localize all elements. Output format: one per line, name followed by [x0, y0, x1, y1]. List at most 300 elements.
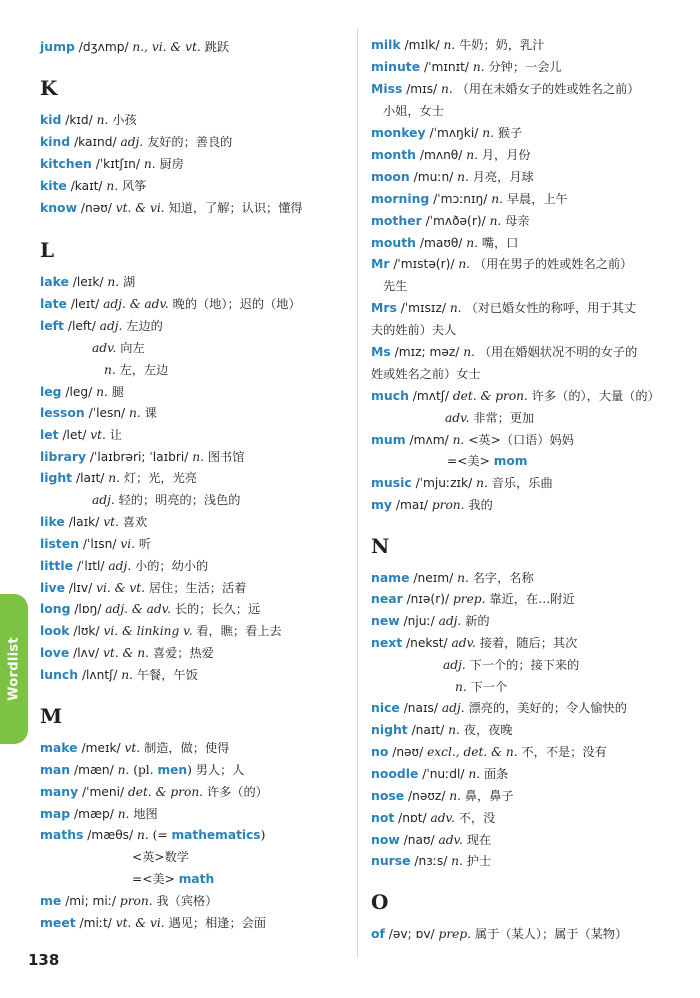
entry-part-of-speech: vt. [103, 515, 119, 529]
entry-headword: look [40, 623, 70, 638]
entry-headword: kid [40, 112, 62, 127]
entry-pronunciation: /ˈnuːdl/ [422, 767, 465, 781]
dictionary-entry [371, 168, 534, 186]
cross-reference-word: mom [493, 454, 528, 468]
entry-definition: 知道，了解；认识；懂得 [168, 201, 303, 215]
dictionary-entry [40, 600, 260, 618]
entry-headword: of [371, 926, 385, 941]
entry-part-of-speech: n. [143, 157, 156, 171]
dictionary-entry [371, 58, 562, 76]
entry-part-of-speech: n. [104, 363, 116, 377]
entry-pronunciation: /lɒŋ/ [74, 602, 102, 616]
section-letter: O [371, 890, 389, 914]
entry-part-of-speech: n. [117, 807, 130, 821]
entry-pronunciation: /laɪk/ [68, 515, 100, 529]
entry-definition: 腿 [111, 385, 124, 399]
entry-pronunciation: /lʊk/ [73, 624, 100, 638]
entry-pronunciation: /leɪt/ [70, 297, 100, 311]
dictionary-entry [40, 666, 198, 684]
dictionary-entry [40, 892, 217, 910]
dictionary-entry [40, 739, 229, 757]
entry-pronunciation: /miːt/ [79, 916, 112, 930]
entry-part-of-speech: adv. [430, 811, 455, 825]
dictionary-entry [371, 234, 518, 252]
entry-definition: 听 [138, 537, 152, 551]
entry-pronunciation: /kɪd/ [65, 113, 93, 127]
entry-definition: 面条 [483, 767, 509, 781]
entry-part-of-speech: adj. [92, 493, 115, 507]
entry-pronunciation: /kaɪt/ [70, 179, 103, 193]
entry-part-of-speech: n. [468, 767, 481, 781]
dictionary-entry [40, 404, 157, 422]
entry-headword: Miss [371, 81, 403, 96]
entry-definition: 左边的 [126, 319, 163, 333]
entry-headword: man [40, 762, 71, 777]
cross-reference-word: math [178, 872, 215, 886]
entry-pronunciation: /ˈmʌðə(r)/ [425, 214, 486, 228]
section-letter: K [40, 76, 58, 100]
entry-definition: 小孩 [112, 113, 137, 127]
entry-definition: 左，左边 [119, 363, 169, 377]
entry-pronunciation: /maʊθ/ [419, 236, 463, 250]
entry-definition: 风筝 [122, 179, 147, 193]
entry-definition: 新的 [465, 614, 490, 628]
dictionary-entry [371, 212, 530, 230]
entry-definition: 喜欢 [122, 515, 148, 529]
entry-pronunciation: /naɪt/ [411, 723, 445, 737]
entry-headword: little [40, 558, 73, 573]
section-letter: L [40, 238, 55, 262]
entry-part-of-speech: n. [451, 854, 463, 868]
entry-headword: minute [371, 59, 421, 74]
entry-part-of-speech: pron. [431, 498, 465, 512]
entry-part-of-speech: n. [452, 433, 465, 447]
side-tab-label: Wordlist [6, 637, 22, 701]
entry-definition: 许多（的），大量（的） [531, 389, 660, 403]
entry-definition: 许多（的） [206, 785, 268, 799]
entry-part-of-speech: n. [457, 170, 469, 184]
dictionary-entry [40, 644, 214, 662]
entry-sense [132, 848, 189, 866]
entry-pronunciation: /ˈmɪnɪt/ [424, 60, 470, 74]
entry-headword: jump [40, 39, 75, 54]
entry-definition: （用在婚姻状况不明的女子的 [478, 345, 638, 359]
column-divider [357, 28, 358, 958]
dictionary-entry [40, 513, 147, 531]
entry-part-of-speech: n. [449, 789, 461, 803]
entry-headword: light [40, 470, 73, 485]
entry-pronunciation: /leg/ [65, 385, 93, 399]
entry-part-of-speech: n. [121, 668, 133, 682]
entry-headword: my [371, 497, 392, 512]
entry-definition: 嘴，口 [481, 236, 519, 250]
entry-definition: 友好的；善良的 [147, 135, 233, 149]
entry-definition: =<美> math [132, 872, 215, 886]
dictionary-entry [371, 124, 522, 142]
entry-definition: 靠近，在…附近 [489, 592, 575, 606]
dictionary-entry [40, 38, 229, 56]
entry-part-of-speech: pron. [119, 894, 153, 908]
entry-part-of-speech: n. [466, 236, 479, 250]
entry-definition: 轻的；明亮的；浅色的 [118, 493, 241, 507]
dictionary-entry [371, 474, 553, 492]
entry-definition: （对已婚女性的称呼，用于其丈 [465, 301, 637, 315]
entry-definition: 下一个 [470, 680, 508, 694]
entry-pronunciation: /ˈlɪtl/ [76, 559, 105, 573]
entry-headword: leg [40, 384, 62, 399]
entry-definition: 早晨，上午 [506, 192, 568, 206]
dictionary-entry [40, 761, 244, 779]
entry-headword: night [371, 722, 408, 737]
dictionary-entry [371, 343, 637, 361]
entry-pronunciation: /ˈlesn/ [88, 406, 126, 420]
cross-reference-word: men [157, 763, 188, 777]
entry-headword: noodle [371, 766, 419, 781]
dictionary-entry [371, 721, 513, 739]
entry-part-of-speech: det. & pron. [452, 389, 528, 403]
entry-definition: 厨房 [159, 157, 184, 171]
dictionary-entry [371, 190, 568, 208]
entry-definition: 喜爱；热爱 [152, 646, 214, 660]
entry-sense [132, 870, 214, 888]
entry-definition: 现在 [466, 833, 492, 847]
entry-part-of-speech: adj. [441, 701, 465, 715]
entry-part-of-speech: vt. & n. [103, 646, 150, 660]
entry-definition: 晚的（地）；迟的（地） [172, 297, 301, 311]
entry-headword: long [40, 601, 71, 616]
dictionary-entry [371, 699, 627, 717]
entry-part-of-speech: vt. [124, 741, 141, 755]
entry-definition: 湖 [122, 275, 136, 289]
entry-headword: me [40, 893, 62, 908]
entry-pronunciation: /mʌtʃ/ [412, 389, 449, 403]
entry-part-of-speech: n. [96, 113, 109, 127]
entry-headword: Ms [371, 344, 391, 359]
entry-pronunciation: /nɪə(r)/ [406, 592, 450, 606]
entry-headword: mouth [371, 235, 416, 250]
entry-definition: 小姐，女士 [383, 104, 444, 118]
dictionary-entry [40, 273, 135, 291]
entry-definition: 我的 [468, 498, 493, 512]
entry-headword: maths [40, 827, 84, 842]
entry-part-of-speech: n. [107, 275, 120, 289]
entry-headword: know [40, 200, 78, 215]
entry-part-of-speech: n. [466, 148, 478, 162]
dictionary-entry [371, 255, 632, 273]
dictionary-entry [371, 590, 575, 608]
entry-definition: 鼻，鼻子 [464, 789, 514, 803]
entry-part-of-speech: n. [491, 192, 503, 206]
entry-pronunciation: /mʌm/ [409, 433, 449, 447]
dictionary-entry [40, 805, 158, 823]
entry-pronunciation: /ˈmɪstə(r)/ [393, 257, 455, 271]
dictionary-entry [40, 579, 246, 597]
section-letter: M [40, 704, 63, 728]
entry-sense [447, 452, 527, 470]
entry-pronunciation: /neɪm/ [413, 571, 454, 585]
entry-definition: 夜，夜晚 [463, 723, 513, 737]
dictionary-entry [40, 111, 137, 129]
entry-part-of-speech: adv. [438, 833, 463, 847]
entry-definition: 小的；幼小的 [135, 559, 209, 573]
entry-definition: 牛奶；奶，乳汁 [459, 38, 545, 52]
dictionary-entry [371, 569, 534, 587]
entry-part-of-speech: n. [449, 301, 462, 315]
entry-pronunciation: /ˈkɪtʃɪn/ [95, 157, 140, 171]
entry-definition: 让 [109, 428, 122, 442]
entry-definition: <英>数学 [132, 850, 189, 864]
entry-part-of-speech: n. [472, 60, 485, 74]
entry-pronunciation: /kaɪnd/ [74, 135, 117, 149]
entry-definition: 午餐，午饭 [136, 668, 198, 682]
entry-headword: library [40, 449, 87, 464]
entry-part-of-speech: n. [137, 828, 149, 842]
entry-part-of-speech: n. [458, 257, 471, 271]
entry-definition: 灯；光，光亮 [123, 471, 197, 485]
entry-pronunciation: /ˈmʌŋki/ [429, 126, 479, 140]
entry-pronunciation: /ˈmeni/ [82, 785, 125, 799]
entry-definition: 名字，名称 [472, 571, 534, 585]
entry-pronunciation: /naʊ/ [403, 833, 435, 847]
entry-definition: 跳跃 [204, 40, 230, 54]
entry-part-of-speech: vi. & linking v. [103, 624, 193, 638]
entry-pronunciation: /mɪlk/ [404, 38, 440, 52]
entry-headword: listen [40, 536, 80, 551]
entry-pronunciation: /mæθs/ [87, 828, 134, 842]
entry-headword: month [371, 147, 416, 162]
entry-headword: Mr [371, 256, 390, 271]
entry-definition: 母亲 [505, 214, 530, 228]
entry-pronunciation: /mɪz; məz/ [394, 345, 460, 359]
entry-headword: monkey [371, 125, 426, 140]
entry-pronunciation: /meɪk/ [81, 741, 121, 755]
entry-headword: name [371, 570, 410, 585]
dictionary-entry [371, 634, 577, 652]
entry-pronunciation: /naɪs/ [403, 701, 438, 715]
dictionary-entry [40, 177, 146, 195]
entry-pronunciation: /nəʊ/ [392, 745, 424, 759]
dictionary-entry [371, 612, 490, 630]
entry-part-of-speech: n. [117, 763, 130, 777]
entry-definition: 属于（某人）；属于（某物） [474, 927, 628, 941]
dictionary-entry [40, 535, 151, 553]
entry-headword: left [40, 318, 64, 333]
entry-definition: 不，不是；没有 [521, 745, 607, 759]
entry-definition: 夫的姓前）夫人 [371, 323, 457, 337]
entry-sense [371, 321, 456, 339]
entry-headword: now [371, 832, 400, 847]
dictionary-entry [40, 448, 244, 466]
entry-sense [445, 409, 534, 427]
dictionary-entry [40, 383, 124, 401]
entry-sense [443, 656, 579, 674]
entry-headword: lesson [40, 405, 85, 420]
entry-sense [383, 102, 444, 120]
entry-pronunciation: /mæp/ [74, 807, 114, 821]
dictionary-entry [371, 299, 636, 317]
entry-definition: 先生 [383, 279, 408, 293]
dictionary-entry [371, 765, 508, 783]
entry-headword: new [371, 613, 400, 628]
dictionary-entry [371, 146, 531, 164]
entry-part-of-speech: n. [448, 723, 460, 737]
entry-headword: map [40, 806, 71, 821]
entry-pronunciation: /ˈlaɪbrəri; ˈlaɪbri/ [89, 450, 189, 464]
entry-definition: 月亮，月球 [472, 170, 534, 184]
entry-definition: 非常；更加 [473, 411, 535, 425]
entry-pronunciation: /laɪt/ [75, 471, 105, 485]
entry-part-of-speech: adj. [108, 559, 132, 573]
entry-headword: next [371, 635, 403, 650]
entry-headword: meet [40, 915, 76, 930]
dictionary-entry [371, 80, 639, 98]
entry-headword: nose [371, 788, 405, 803]
entry-headword: kind [40, 134, 71, 149]
dictionary-entry [40, 155, 184, 173]
entry-pronunciation: /let/ [62, 428, 87, 442]
entry-definition: 下一个的；接下来的 [469, 658, 580, 672]
entry-definition: (pl. men) 男人；人 [133, 763, 245, 777]
entry-part-of-speech: adj. & adv. [105, 602, 171, 616]
entry-headword: lake [40, 274, 69, 289]
entry-headword: music [371, 475, 412, 490]
dictionary-entry [371, 831, 491, 849]
entry-definition: 分钟；一会儿 [488, 60, 562, 74]
entry-pronunciation: /əv; ɒv/ [388, 927, 435, 941]
entry-pronunciation: /nɜːs/ [414, 854, 448, 868]
entry-pronunciation: /left/ [67, 319, 96, 333]
entry-sense [455, 678, 507, 696]
entry-sense [371, 365, 481, 383]
wordlist-side-tab [0, 594, 28, 744]
entry-part-of-speech: adv. [451, 636, 476, 650]
entry-headword: near [371, 591, 403, 606]
dictionary-entry [371, 925, 627, 943]
entry-pronunciation: /muːn/ [413, 170, 454, 184]
entry-definition: 音乐，乐曲 [491, 476, 553, 490]
entry-sense [383, 277, 407, 295]
entry-part-of-speech: adj. [120, 135, 144, 149]
entry-part-of-speech: adj. [438, 614, 462, 628]
entry-headword: not [371, 810, 395, 825]
entry-part-of-speech: n. [441, 82, 453, 96]
entry-definition: 看，瞧；看上去 [196, 624, 282, 638]
cross-reference-word: mathematics [171, 828, 261, 842]
entry-headword: many [40, 784, 79, 799]
dictionary-entry [371, 852, 491, 870]
entry-pronunciation: /nəʊz/ [408, 789, 446, 803]
entry-headword: nice [371, 700, 400, 715]
entry-pronunciation: /mæn/ [73, 763, 114, 777]
entry-definition: 月，月份 [481, 148, 531, 162]
entry-definition: 向左 [120, 341, 145, 355]
entry-pronunciation: /lʌv/ [73, 646, 100, 660]
entry-headword: milk [371, 37, 401, 52]
entry-pronunciation: /nekst/ [406, 636, 448, 650]
entry-headword: let [40, 427, 59, 442]
entry-pronunciation: /mi; miː/ [65, 894, 117, 908]
entry-definition: <英>（口语）妈妈 [468, 433, 574, 447]
entry-definition: 不，没 [458, 811, 496, 825]
entry-part-of-speech: n. [457, 571, 469, 585]
entry-pronunciation: /ˈmjuːzɪk/ [415, 476, 473, 490]
entry-definition: =<美> mom [447, 454, 528, 468]
entry-part-of-speech: n. [489, 214, 502, 228]
entry-part-of-speech: n., vi. & vt. [132, 40, 201, 54]
entry-part-of-speech: n. [463, 345, 475, 359]
entry-part-of-speech: n. [192, 450, 204, 464]
entry-pronunciation: /lɪv/ [68, 581, 93, 595]
dictionary-entry [40, 622, 282, 640]
entry-headword: Mrs [371, 300, 397, 315]
dictionary-entry [40, 133, 232, 151]
entry-headword: mother [371, 213, 422, 228]
entry-part-of-speech: adv. [445, 411, 470, 425]
entry-part-of-speech: vt. & vi. [115, 916, 165, 930]
entry-definition: 居住；生活；活着 [148, 581, 247, 595]
entry-part-of-speech: det. & pron. [127, 785, 204, 799]
dictionary-entry [371, 809, 495, 827]
entry-part-of-speech: n. [129, 406, 141, 420]
entry-definition: 接着，随后；其次 [479, 636, 578, 650]
entry-headword: late [40, 296, 67, 311]
entry-sense [104, 361, 168, 379]
entry-headword: love [40, 645, 70, 660]
entry-headword: much [371, 388, 409, 403]
dictionary-entry [40, 199, 303, 217]
entry-pronunciation: /maɪ/ [395, 498, 428, 512]
entry-definition: 姓或姓名之前）女士 [371, 367, 481, 381]
entry-pronunciation: /nɒt/ [398, 811, 427, 825]
entry-part-of-speech: n. [443, 38, 456, 52]
entry-pronunciation: /ˈmɔːnɪŋ/ [433, 192, 488, 206]
dictionary-entry [371, 743, 607, 761]
entry-definition: 猴子 [497, 126, 523, 140]
entry-headword: kite [40, 178, 67, 193]
entry-definition: 长的；长久；远 [174, 602, 261, 616]
entry-part-of-speech: n. [482, 126, 494, 140]
dictionary-entry [40, 783, 268, 801]
dictionary-entry [40, 557, 208, 575]
entry-part-of-speech: vi. [120, 537, 136, 551]
entry-headword: kitchen [40, 156, 92, 171]
entry-headword: no [371, 744, 389, 759]
dictionary-entry [40, 469, 197, 487]
entry-pronunciation: /njuː/ [403, 614, 435, 628]
entry-part-of-speech: n. [108, 471, 120, 485]
entry-definition: 地图 [133, 807, 158, 821]
dictionary-entry [40, 317, 163, 335]
entry-pronunciation: /lʌntʃ/ [81, 668, 118, 682]
entry-pronunciation: /mʌnθ/ [419, 148, 463, 162]
entry-part-of-speech: adj. & adv. [103, 297, 169, 311]
dictionary-entry [40, 914, 266, 932]
dictionary-entry [371, 431, 574, 449]
entry-definition: 漂亮的，美好的；令人愉快的 [468, 701, 627, 715]
entry-definition: (= mathematics) [152, 828, 266, 842]
entry-headword: live [40, 580, 65, 595]
entry-part-of-speech: excl., det. & n. [427, 745, 518, 759]
entry-part-of-speech: adj. [443, 658, 466, 672]
entry-part-of-speech: vt. & vi. [115, 201, 165, 215]
entry-definition: （用在未婚女子的姓或姓名之前） [456, 82, 640, 96]
entry-pronunciation: /nəʊ/ [80, 201, 112, 215]
entry-part-of-speech: vt. [90, 428, 106, 442]
entry-part-of-speech: n. [455, 680, 467, 694]
dictionary-entry [371, 787, 514, 805]
entry-definition: 遇见；相逢；会面 [168, 916, 267, 930]
entry-definition: 护士 [466, 854, 492, 868]
